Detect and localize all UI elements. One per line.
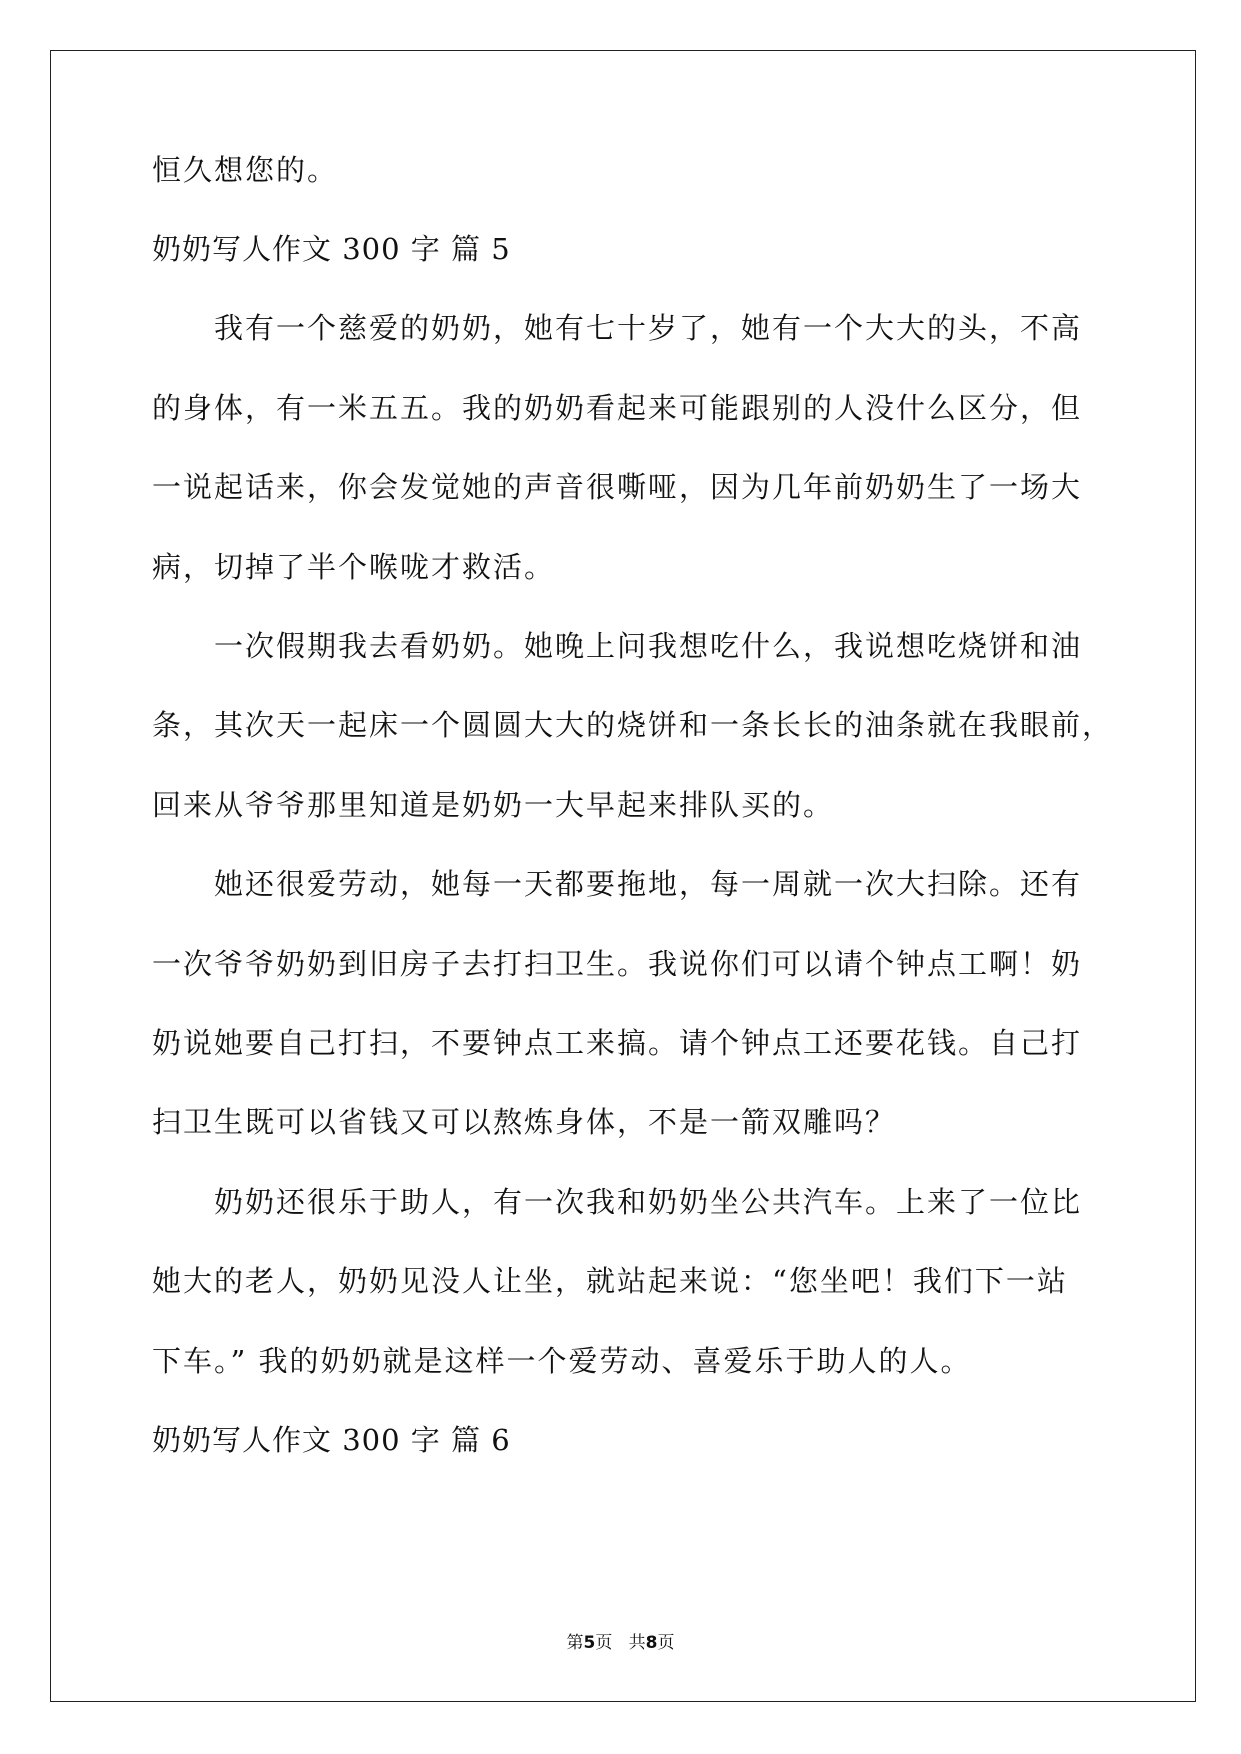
footer-suffix: 页 [657,1633,675,1653]
paragraph-line: 下车。” 我的奶奶就是这样一个爱劳动、喜爱乐于助人的人。 [152,1344,972,1378]
paragraph-line: 一说起话来，你会发觉她的声音很嘶哑，因为几年前奶奶生了一场大 [152,470,1083,504]
paragraph-line: 回来从爷爷那里知道是奶奶一大早起来排队买的。 [152,788,835,822]
paragraph-line: 一次假期我去看奶奶。她晚上问我想吃什么，我说想吃烧饼和油 [214,629,1083,663]
total-pages-number: 8 [645,1633,658,1653]
section-heading: 奶奶写人作文 300 字 篇 6 [152,1423,511,1457]
paragraph-line: 她大的老人，奶奶见没人让坐，就站起来说：“您坐吧！我们下一站 [152,1264,1068,1298]
paragraph-line: 一次爷爷奶奶到旧房子去打扫卫生。我说你们可以请个钟点工啊！奶 [152,947,1083,981]
paragraph-line: 扫卫生既可以省钱又可以熬炼身体，不是一箭双雕吗？ [152,1105,897,1139]
page-footer [0,1632,1241,1654]
footer-prefix: 第 [566,1633,584,1653]
section-heading: 奶奶写人作文 300 字 篇 5 [152,232,511,266]
paragraph-line: 奶奶还很乐于助人，有一次我和奶奶坐公共汽车。上来了一位比 [214,1185,1083,1219]
paragraph-line: 恒久想您的。 [152,153,339,187]
paragraph-line: 的身体，有一米五五。我的奶奶看起来可能跟别的人没什么区分，但 [152,391,1083,425]
paragraph-line: 条，其次天一起床一个圆圆大大的烧饼和一条长长的油条就在我眼前， [152,708,1114,742]
current-page-number: 5 [583,1633,596,1653]
paragraph-line: 她还很爱劳动，她每一天都要拖地，每一周就一次大扫除。还有 [214,867,1083,901]
footer-middle: 页 共 [595,1633,646,1653]
paragraph-line: 病，切掉了半个喉咙才救活。 [152,550,556,584]
paragraph-line: 奶说她要自己打扫，不要钟点工来搞。请个钟点工还要花钱。自己打 [152,1026,1083,1060]
paragraph-line: 我有一个慈爱的奶奶，她有七十岁了，她有一个大大的头，不高 [214,311,1083,345]
